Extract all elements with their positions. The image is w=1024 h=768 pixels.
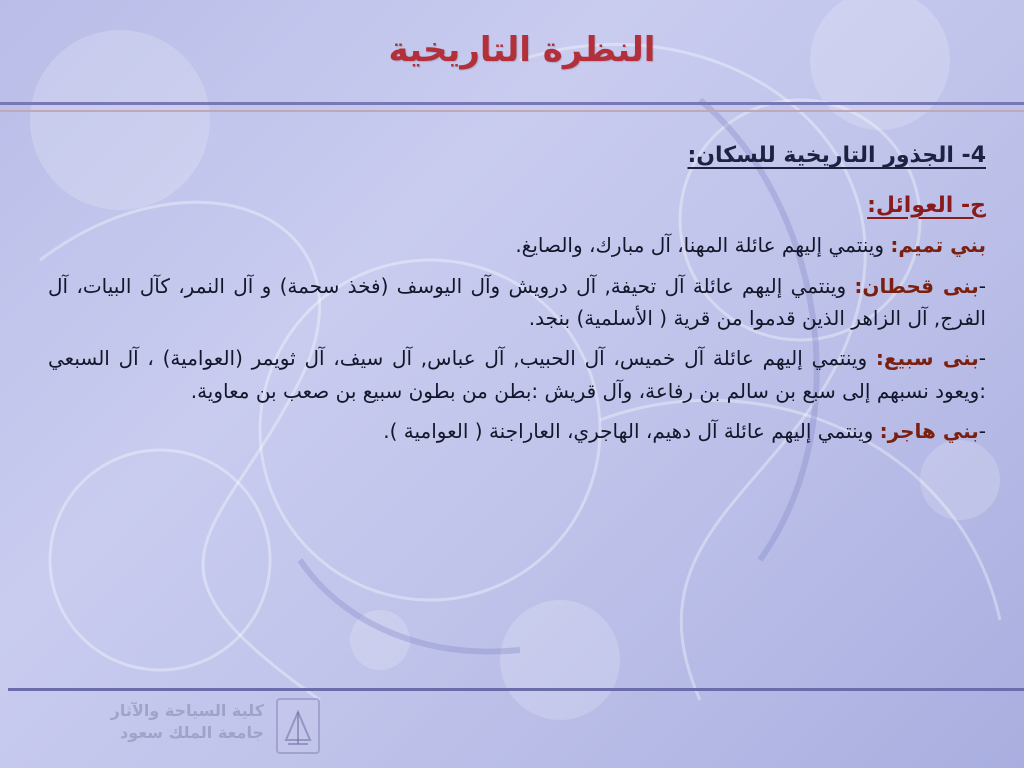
paragraph-text: وينتمي إليهم عائلة آل دهيم، الهاجري، العاراجنة ( العوامية ).	[383, 419, 880, 444]
paragraph-bani-tamim	[48, 229, 986, 261]
bullet-dash: -	[978, 273, 986, 298]
tribe-name: بنى قحطان:	[854, 273, 979, 298]
watermark-line2: جامعة الملك سعود	[120, 722, 264, 742]
bullet-dash: -	[978, 419, 986, 444]
subsection-heading-row	[48, 188, 986, 230]
tribe-name: بني هاجر:	[879, 419, 979, 444]
footer-divider	[8, 688, 1024, 691]
watermark-line1: كلية السياحة والآثار	[110, 701, 264, 720]
subsection-heading: ج- العوائل:	[867, 192, 986, 218]
section-heading-row	[48, 138, 986, 188]
title-divider	[0, 102, 1024, 105]
paragraph-bani-hajer	[48, 415, 986, 447]
paragraph-bani-subai	[48, 342, 986, 407]
paragraph-text: وينتمي إليهم عائلة آل خميس، آل الحبيب, آل عباس, آل سيف، آل ثويمر (العوامية) ، آل السبعي :ويعود نسبهم إلى سبع بن سالم بن رفاعة، وآل قريش :بطن من بطون سبيع بن صعب بن معاوية.	[48, 346, 986, 403]
title-divider-accent	[0, 110, 1024, 112]
university-logo-icon	[276, 698, 320, 754]
tribe-name: بني تميم:	[890, 233, 986, 258]
paragraph-text: وينتمي إليهم عائلة آل تحيفة, آل درويش وآل اليوسف (فخذ سحمة) و آل النمر، كآل البيات، آل الفرج, آل الزاهر الذين قدموا من قرية ( الأسلمية) بنجد.	[48, 273, 986, 331]
section-heading: 4- الجذور التاريخية للسكان:	[687, 143, 986, 168]
slide-body	[48, 138, 986, 456]
paragraph-bani-qahtan	[48, 270, 986, 335]
paragraph-text: وينتمي إليهم عائلة المهنا، آل مبارك، والصايغ.	[515, 233, 891, 258]
college-watermark	[78, 700, 264, 743]
tribe-name: بنى سبيع:	[875, 346, 979, 371]
bullet-dash: -	[978, 346, 986, 371]
slide-title: النظرة التاريخية	[388, 30, 656, 70]
